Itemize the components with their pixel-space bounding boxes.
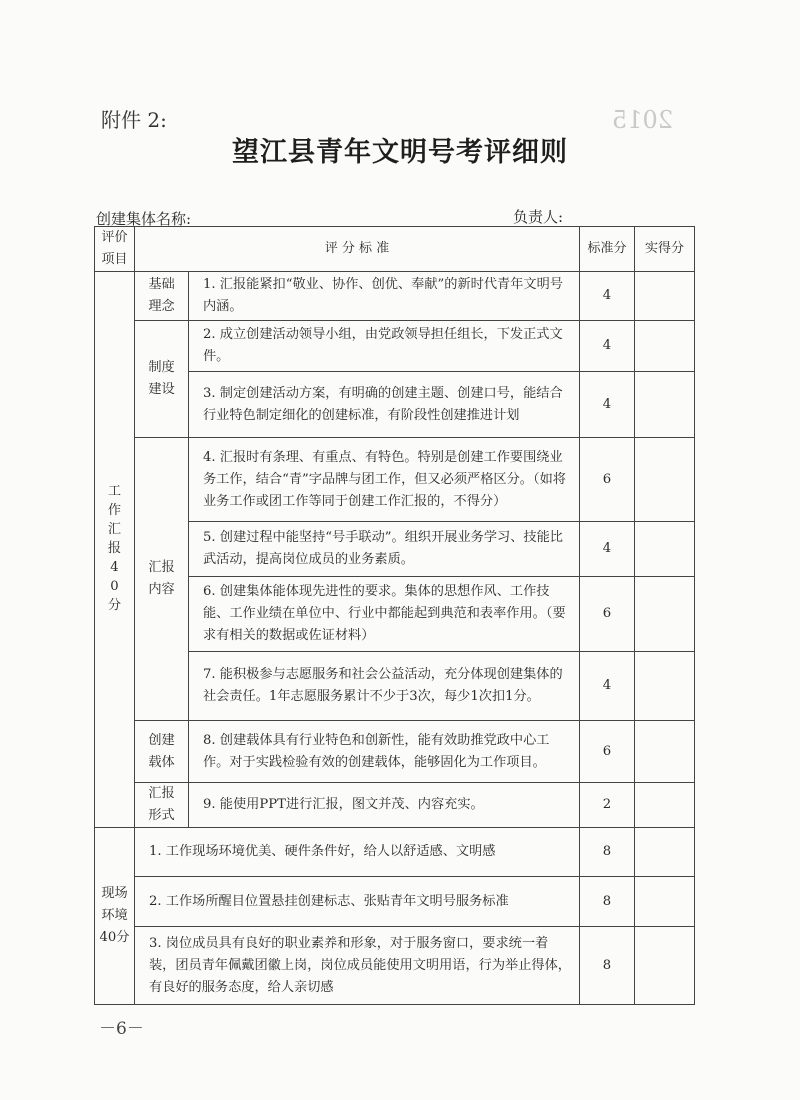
criterion-text: 2. 成立创建活动领导小组，由党政领导担任组长，下发正式文件。 xyxy=(189,321,580,372)
owner-label: 负责人: xyxy=(513,208,564,226)
standard-score: 4 xyxy=(580,522,635,577)
attachment-label: 附件 2: xyxy=(101,108,167,132)
header-row xyxy=(95,227,695,272)
actual-score-cell[interactable] xyxy=(635,438,695,522)
criterion-text: 6. 创建集体能体现先进性的要求。集体的思想作风、工作技能、工作业绩在单位中、行业中都能起到典范和表率作用。（要求有相关的数据或佐证材料） xyxy=(189,577,580,652)
table-row xyxy=(95,877,695,927)
table-row xyxy=(95,272,695,321)
actual-score-cell[interactable] xyxy=(635,522,695,577)
standard-score: 8 xyxy=(580,828,635,877)
actual-score-cell[interactable] xyxy=(635,828,695,877)
actual-score-cell[interactable] xyxy=(635,372,695,438)
standard-score: 6 xyxy=(580,721,635,783)
section-work-report: 工作汇报40分 xyxy=(95,272,135,828)
criterion-text: 2. 工作场所醒目位置悬挂创建标志、张贴青年文明号服务标准 xyxy=(135,877,580,927)
standard-score: 4 xyxy=(580,321,635,372)
standard-score: 2 xyxy=(580,783,635,828)
page-title: 望江县青年文明号考评细则 xyxy=(232,137,568,168)
actual-score-cell[interactable] xyxy=(635,877,695,927)
table-row xyxy=(95,828,695,877)
table-row xyxy=(95,321,695,372)
unit-name-label: 创建集体名称: xyxy=(96,210,192,228)
standard-score: 4 xyxy=(580,272,635,321)
table-row xyxy=(95,438,695,522)
sub-report-form: 汇报形式 xyxy=(135,783,189,828)
standard-score: 8 xyxy=(580,877,635,927)
standard-score: 4 xyxy=(580,652,635,721)
sub-creation-carrier: 创建载体 xyxy=(135,721,189,783)
criterion-text: 8. 创建载体具有行业特色和创新性，能有效助推党政中心工作。对于实践检验有效的创建载体，能够固化为工作项目。 xyxy=(189,721,580,783)
table-row xyxy=(95,783,695,828)
header-standard: 评 分 标 准 xyxy=(135,227,580,272)
actual-score-cell[interactable] xyxy=(635,927,695,1005)
bleed-through-mark: 2015 xyxy=(612,106,674,134)
page-number: －6－ xyxy=(99,1019,144,1039)
sub-basic-concept: 基础理念 xyxy=(135,272,189,321)
actual-score-cell[interactable] xyxy=(635,652,695,721)
sub-report-content: 汇报内容 xyxy=(135,438,189,721)
actual-score-cell[interactable] xyxy=(635,783,695,828)
standard-score: 6 xyxy=(580,438,635,522)
standard-score: 6 xyxy=(580,577,635,652)
criterion-text: 3. 岗位成员具有良好的职业素养和形象，对于服务窗口，要求统一着装，团员青年佩戴团徽上岗，岗位成员能使用文明用语，行为举止得体，有良好的服务态度，给人亲切感 xyxy=(135,927,580,1005)
criterion-text: 4. 汇报时有条理、有重点、有特色。特别是创建工作要围绕业务工作，结合“青”字品牌与团工作，但又必须严格区分。（如将业务工作或团工作等同于创建工作汇报的，不得分） xyxy=(189,438,580,522)
header-actual-score: 实得分 xyxy=(635,227,695,272)
actual-score-cell[interactable] xyxy=(635,577,695,652)
criterion-text: 3. 制定创建活动方案，有明确的创建主题、创建口号，能结合行业特色制定细化的创建标准，有阶段性创建推进计划 xyxy=(189,372,580,438)
table-row xyxy=(95,721,695,783)
sub-system-building: 制度建设 xyxy=(135,321,189,438)
criterion-text: 7. 能积极参与志愿服务和社会公益活动，充分体现创建集体的社会责任。1年志愿服务累计不少于3次，每少1次扣1分。 xyxy=(189,652,580,721)
header-project: 评价项目 xyxy=(95,227,135,272)
header-std-score: 标准分 xyxy=(580,227,635,272)
actual-score-cell[interactable] xyxy=(635,272,695,321)
standard-score: 8 xyxy=(580,927,635,1005)
table-row xyxy=(95,927,695,1005)
standard-score: 4 xyxy=(580,372,635,438)
actual-score-cell[interactable] xyxy=(635,721,695,783)
evaluation-table xyxy=(94,226,695,1005)
actual-score-cell[interactable] xyxy=(635,321,695,372)
criterion-text: 1. 工作现场环境优美、硬件条件好，给人以舒适感、文明感 xyxy=(135,828,580,877)
criterion-text: 5. 创建过程中能坚持“号手联动”。组织开展业务学习、技能比武活动，提高岗位成员的业务素质。 xyxy=(189,522,580,577)
criterion-text: 1. 汇报能紧扣“敬业、协作、创优、奉献”的新时代青年文明号内涵。 xyxy=(189,272,580,321)
criterion-text: 9. 能使用PPT进行汇报，图文并茂、内容充实。 xyxy=(189,783,580,828)
section-onsite-environment: 现场环境40分 xyxy=(95,828,135,1005)
